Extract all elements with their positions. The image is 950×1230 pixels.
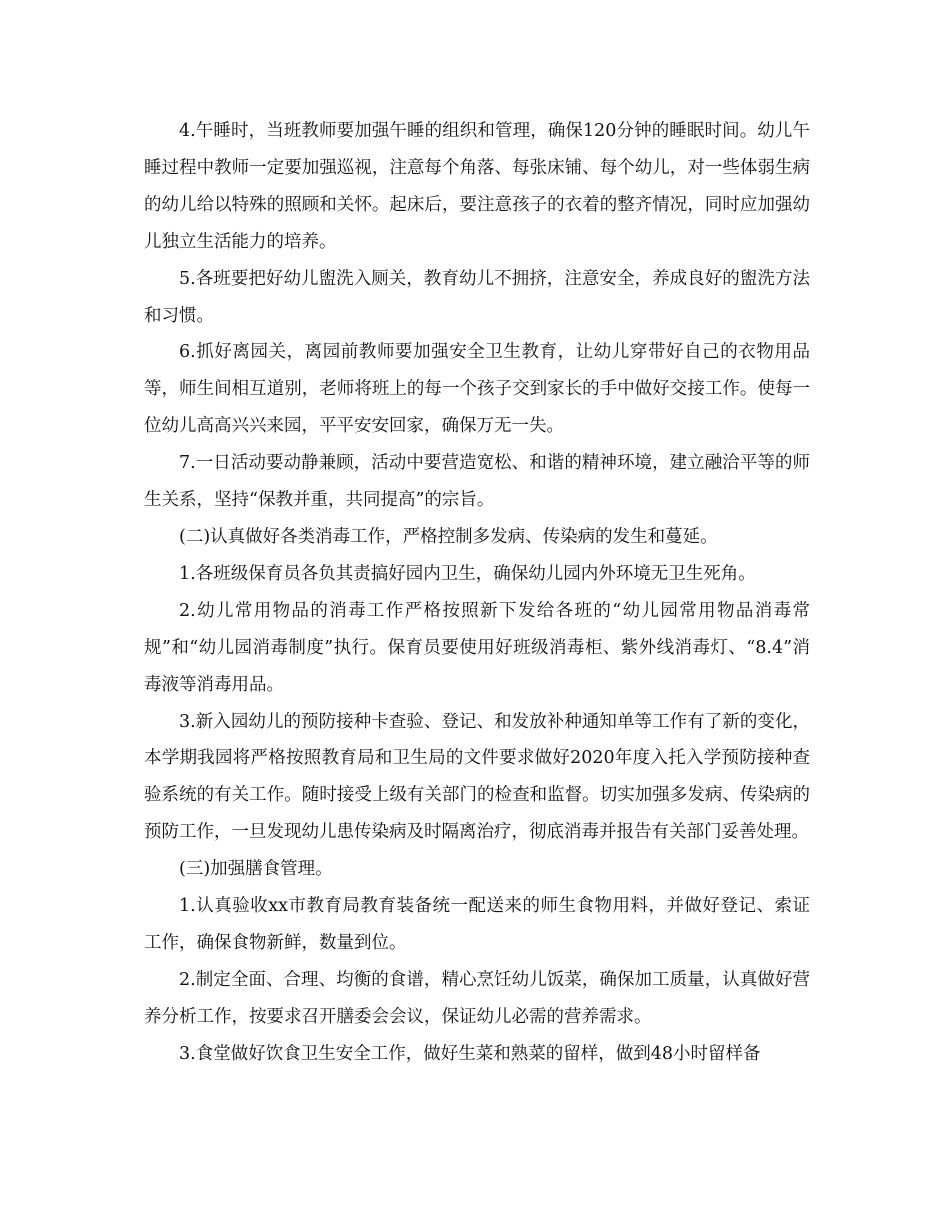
paragraph-leaving-kindergarten: 6.抓好离园关，离园前教师要加强安全卫生教育，让幼儿穿带好自己的衣物用品等，师生间相互道别，老师将班上的每一个孩子交到家长的手中做好交接工作。使每一位幼儿高高兴兴来园，平平安安回家，确保万无一失。 (144, 342, 810, 437)
paragraph-washing-toilet: 5.各班要把好幼儿盥洗入厕关，教育幼儿不拥挤，注意安全，养成良好的盥洗方法和习惯。 (144, 268, 810, 326)
paragraph-food-safety: 3.食堂做好饮食卫生安全工作，做好生菜和熟菜的留样，做到48小时留样备 (179, 1043, 761, 1064)
paragraph-daily-activities: 7.一日活动要动静兼顾，活动中要营造宽松、和谐的精神环境，建立融洽平等的师生关系，坚持“保教并重，共同提高”的宗旨。 (144, 453, 810, 511)
paragraph-hygiene-duty: 1.各班级保育员各负其责搞好园内卫生，确保幼儿园内外环境无卫生死角。 (179, 563, 756, 584)
paragraph-food-inspection: 1.认真验收xx市教育局教育装备统一配送来的师生食物用料，并做好登记、索证工作，确保食物新鲜，数量到位。 (144, 896, 810, 953)
paragraph-vaccination-check: 3.新入园幼儿的预防接种卡查验、登记、和发放补种通知单等工作有了新的变化，本学期我园将严格按照教育局和卫生局的文件要求做好2020年度入托入学预防接种查验系统的有关工作。随时接受上级有关部门的检查和监督。切实加强多发病、传染病的预防工作，一旦发现幼儿患传染病及时隔离治疗，彻底消毒并报告有关部门妥善处理。 (144, 711, 810, 843)
paragraph-item-disinfection: 2.幼儿常用物品的消毒工作严格按照新下发给各班的“幼儿园常用物品消毒常规”和“幼儿园消毒制度”执行。保育员要使用好班级消毒柜、紫外线消毒灯、“8.4”消毒液等消毒用品。 (144, 600, 810, 695)
paragraph-menu-planning: 2.制定全面、合理、均衡的食谱，精心烹饪幼儿饭菜，确保加工质量，认真做好营养分析工作，按要求召开膳委会会议，保证幼儿必需的营养需求。 (144, 969, 810, 1027)
paragraph-nap-management: 4.午睡时，当班教师要加强午睡的组织和管理，确保120分钟的睡眠时间。幼儿午睡过程中教师一定要加强巡视，注意每个角落、每张床铺、每个幼儿，对一些体弱生病的幼儿给以特殊的照顾和关怀。起床后，要注意孩子的衣着的整齐情况，同时应加强幼儿独立生活能力的培养。 (144, 121, 810, 252)
section-heading-disinfection: (二)认真做好各类消毒工作，严格控制多发病、传染病的发生和蔓延。 (179, 526, 718, 547)
section-heading-meals: (三)加强膳食管理。 (179, 859, 333, 880)
